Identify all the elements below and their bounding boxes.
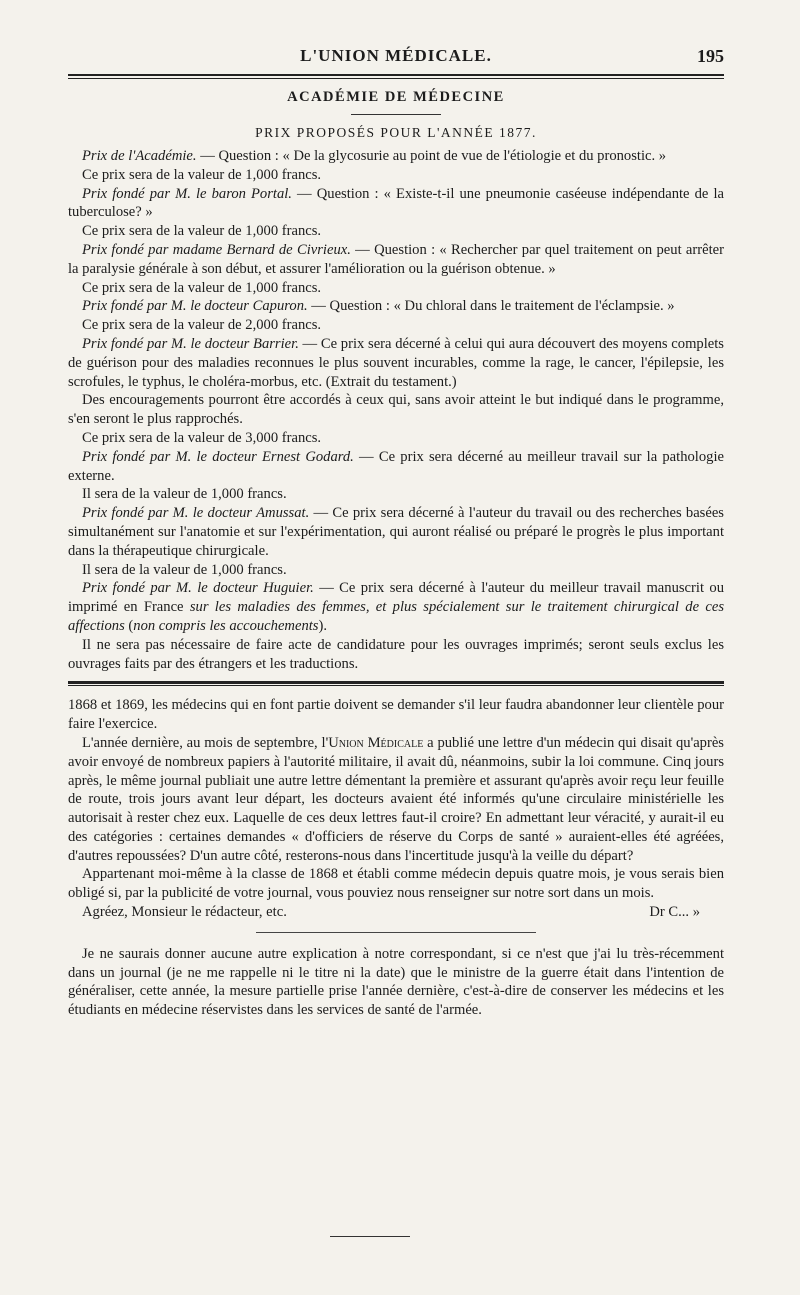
prize-text: — Question : « Rechercher par quel traitement on peut arrêter la paralysie générale à son début, et assurer l'amélioration ou la guérison obtenue. » xyxy=(68,241,724,277)
section-divider xyxy=(351,114,441,115)
page-end-dash xyxy=(330,1236,410,1237)
prize-lead: Prix fondé par M. le docteur Barrier. xyxy=(82,335,299,352)
letter-text: a publié une lettre d'un médecin qui disait qu'après avoir envoyé de nombreux papiers à l'autorité militaire, il avait dû, néanmoins, subir la loi commune. Cinq jours après, le même journal publiait une autre lettre démentant la première et assurant qu'après avoir reçu leur feuille de route, trois jours avant leur départ, les docteurs avaient été informés qu'une circulaire ministérielle les autorisait à rester chez eux. Laquelle de ces deux lettres faut-il croire? En admettant leur véracité, y aurait-il eu des catégories : certaines demandes « d'officiers de réserve du Corps de santé » auraient-elles été agréées, d'autres repoussées? D'un autre côté, resterons-nous dans l'incertitude jusqu'à la veille du départ? xyxy=(68,734,724,864)
running-header xyxy=(68,40,724,72)
journal-name: Union Médicale xyxy=(328,734,424,751)
prize-portal xyxy=(68,185,724,241)
prize-value: Ce prix sera de la valeur de 2,000 francs. xyxy=(82,317,322,334)
prize-text: — Question : « Existe-t-il une pneumonie caséeuse indépendante de la tuberculose? » xyxy=(68,185,725,221)
feuilleton-rule xyxy=(68,681,724,686)
prize-paragraph xyxy=(68,241,724,279)
prize-value: Ce prix sera de la valeur de 1,000 francs. xyxy=(82,223,322,240)
page-number: 195 xyxy=(697,46,724,66)
journal-page xyxy=(68,40,724,1020)
prize-text: — Ce prix sera décerné à l'auteur du travail ou des recherches basées simultanément sur l'anatomie et sur l'expérimentation, qui auront réalisé ou préparé le progrès le plus important dans la thérapeutique chirurgicale. xyxy=(68,505,724,559)
letter-section xyxy=(68,696,724,922)
prize-lead: Prix fondé par M. le baron Portal. xyxy=(82,185,292,202)
prize-paragraph xyxy=(68,297,724,316)
prize-lead: Prix fondé par M. le docteur Amussat. xyxy=(82,505,310,522)
prize-text: — Ce prix sera décerné à celui qui aura découvert des moyens complets de guérison pour des maladies reconnues le plus souvent incurables, comme la rage, le cancer, l'épilepsie, les scrofules, le typhus, le choléra-morbus, etc. (Extrait du testament.) xyxy=(68,335,724,390)
prize-heading: PRIX PROPOSÉS POUR L'ANNÉE 1877. xyxy=(255,125,537,140)
candidature-note: Il ne sera pas nécessaire de faire acte de candidature pour les ouvrages imprimés; seront seuls exclus les ouvrages faits par des étrangers et les traductions. xyxy=(68,636,724,672)
prize-huguier xyxy=(68,579,724,673)
letter-paragraph xyxy=(68,734,724,866)
letter-text: L'année dernière, au mois de septembre, l' xyxy=(82,734,329,751)
prize-text: — Ce prix sera décerné au meilleur travail sur la pathologie externe. xyxy=(68,448,724,484)
letter-signoff xyxy=(68,903,724,922)
prize-lead: Prix fondé par M. le docteur Capuron. xyxy=(82,298,308,315)
prize-lead: Prix fondé par M. le docteur Huguier. xyxy=(82,580,314,597)
prize-value: Il sera de la valeur de 1,000 francs. xyxy=(82,486,287,503)
prize-paragraph xyxy=(68,185,724,223)
header-rule xyxy=(68,74,724,79)
prize-exclusion: non compris les accouchements xyxy=(133,617,319,634)
prize-text: ( xyxy=(124,617,134,634)
prize-value: Il sera de la valeur de 1,000 francs. xyxy=(82,561,287,578)
letter-separator xyxy=(256,932,536,933)
prize-paragraph xyxy=(68,504,724,560)
prize-lead: Prix de l'Académie. xyxy=(82,148,197,164)
prize-civrieux xyxy=(68,241,724,297)
reply-paragraph: Je ne saurais donner aucune autre explication à notre correspondant, si ce n'est que j'ai lu très-récemment dans un journal (je ne me rappelle ni le titre ni la date) que le ministre de la guerre était dans l'intention de généraliser, cette année, la mesure partielle prise l'année dernière, c'est-à-dire de conserver les médecins et les étudiants en médecine réservistes dans les services de santé de l'armée. xyxy=(68,945,724,1019)
prize-academie xyxy=(68,147,724,185)
prize-text: ). xyxy=(318,617,327,634)
prize-barrier xyxy=(68,335,724,448)
letter-closing: Agréez, Monsieur le rédacteur, etc. xyxy=(82,904,287,921)
prize-value: Ce prix sera de la valeur de 1,000 francs. xyxy=(82,279,322,296)
prize-paragraph xyxy=(68,579,724,635)
encouragements-paragraph: Des encouragements pourront être accordés à ceux qui, sans avoir atteint le but indiqué dans le programme, s'en seront le plus rapprochés. xyxy=(68,392,724,428)
prize-paragraph xyxy=(68,147,724,166)
section-title: ACADÉMIE DE MÉDECINE xyxy=(287,89,505,105)
prize-text: — Question : « De la glycosurie au point de vue de l'étiologie et du pronostic. » xyxy=(196,148,667,164)
journal-title: L'UNION MÉDICALE. xyxy=(300,46,492,65)
letter-paragraph: Appartenant moi-même à la classe de 1868 et établi comme médecin depuis quatre mois, je vous serais bien obligé si, par la publicité de votre journal, vous pouviez nous renseigner sur notre sort dans un mois. xyxy=(68,866,724,902)
prize-value: Ce prix sera de la valeur de 3,000 francs. xyxy=(82,429,322,446)
letter-paragraph: 1868 et 1869, les médecins qui en font partie doivent se demander s'il leur faudra abandonner leur clientèle pour faire l'exercice. xyxy=(68,697,724,733)
prize-text: — Ce prix sera décerné à l'auteur du meilleur travail manuscrit ou imprimé en France xyxy=(68,580,724,616)
prize-godard xyxy=(68,448,724,504)
prize-paragraph xyxy=(68,335,724,391)
prize-lead: Prix fondé par madame Bernard de Civrieux. xyxy=(82,241,351,258)
prize-subject: sur les maladies des femmes, et plus spécialement sur le traitement chirurgical de ces affections xyxy=(68,599,724,634)
prize-value: Ce prix sera de la valeur de 1,000 francs. xyxy=(82,166,322,183)
prize-paragraph xyxy=(68,448,724,486)
prize-amussat xyxy=(68,504,724,579)
prize-capuron xyxy=(68,297,724,335)
prize-text: — Question : « Du chloral dans le traitement de l'éclampsie. » xyxy=(307,298,675,315)
prize-lead: Prix fondé par M. le docteur Ernest Godard. xyxy=(82,448,354,465)
letter-signature: Dr C... » xyxy=(649,904,700,921)
